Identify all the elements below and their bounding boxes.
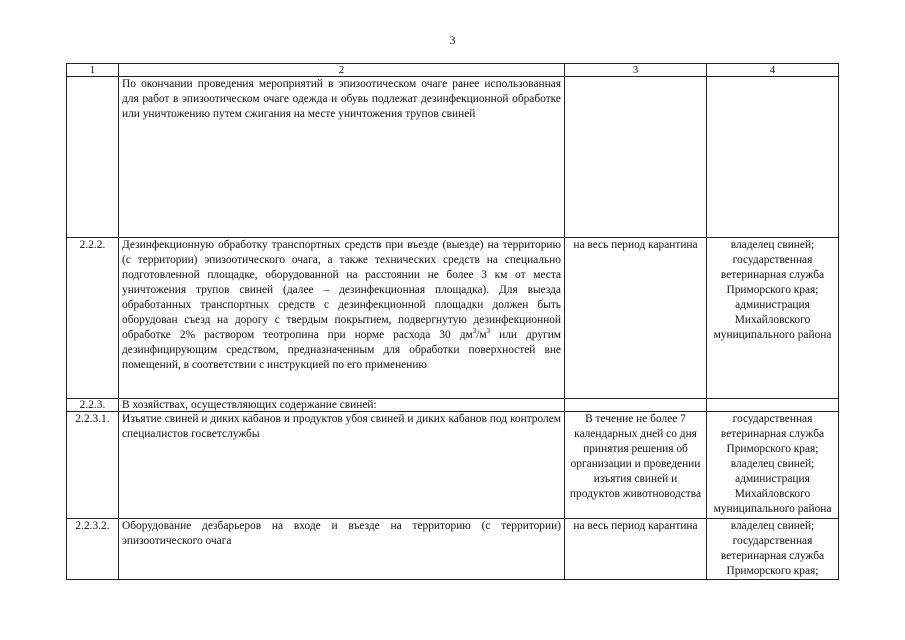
table-row [67, 238, 839, 399]
superscript-3: 3 [486, 327, 491, 336]
measure-text-part: или другим дезинфицирующим средством, предназначенным для обработки поверхностей вне помещений, в соответствии с инструкцией по его применению [122, 329, 561, 371]
row-number-cell [67, 77, 119, 238]
table-row [67, 519, 839, 580]
superscript-3: 3 [472, 327, 477, 336]
measure-text-cell [119, 238, 565, 399]
term-cell [565, 77, 707, 238]
column-header-1: 1 [67, 64, 119, 77]
table-row [67, 77, 839, 238]
row-number-cell: 2.2.3. [67, 399, 119, 412]
term-cell: на весь период карантина [565, 519, 707, 580]
column-header-4: 4 [707, 64, 839, 77]
table-row [67, 412, 839, 519]
responsible-cell: владелец свиней; государственная ветеринарная служба Приморского края; [707, 519, 839, 580]
measure-text-cell: В хозяйствах, осуществляющих содержание свиней: [119, 399, 565, 412]
responsible-cell [707, 77, 839, 238]
term-cell [565, 399, 707, 412]
measures-table [66, 63, 839, 580]
row-number-cell: 2.2.3.2. [67, 519, 119, 580]
page-number: 3 [449, 33, 456, 47]
term-cell: на весь период карантина [565, 238, 707, 399]
responsible-cell: государственная ветеринарная служба Приморского края; владелец свиней; администрация Михайловского муниципального района [707, 412, 839, 519]
column-header-3: 3 [565, 64, 707, 77]
measure-text-cell: Оборудование дезбарьеров на входе и въезде на территорию (с территории) эпизоотического очага [119, 519, 565, 580]
measure-text-cell: Изъятие свиней и диких кабанов и продуктов убоя свиней и диких кабанов под контролем специалистов госветслужбы [119, 412, 565, 519]
row-number-cell: 2.2.3.1. [67, 412, 119, 519]
measure-text-part: Дезинфекционную обработку транспортных средств при въезде (выезде) на территорию (с территории) эпизоотического очага, а также технических средств на специально подготовленной площадке, оборудованной на расстоянии не более 3 км от места уничтожения трупов свиней (далее – дезинфекционная площадка). Для выезда обработанных транспортных средств с дезинфекционной площадки должен быть оборудован съезд на дорогу с твердым покрытием, подвергнутую дезинфекционной обработке 2% раствором теотропина при норме расхода 30 дм [122, 239, 561, 341]
row-number-cell: 2.2.2. [67, 238, 119, 399]
column-header-2: 2 [119, 64, 565, 77]
responsible-cell: владелец свиней; государственная ветеринарная служба Приморского края; администрация Михайловского муниципального района [707, 238, 839, 399]
term-cell: В течение не более 7 календарных дней со дня принятия решения об организации и проведении изъятия свиней и продуктов животноводства [565, 412, 707, 519]
responsible-cell [707, 399, 839, 412]
table-row [67, 399, 839, 412]
measure-text-part: /м [476, 329, 487, 341]
measure-text-cell: По окончании проведения мероприятий в эпизоотическом очаге ранее использованная для работ в эпизоотическом очаге одежда и обувь подлежат дезинфекционной обработке или уничтожению путем сжигания на месте уничтожения трупов свиней [119, 77, 565, 238]
table-header-row [67, 64, 839, 77]
